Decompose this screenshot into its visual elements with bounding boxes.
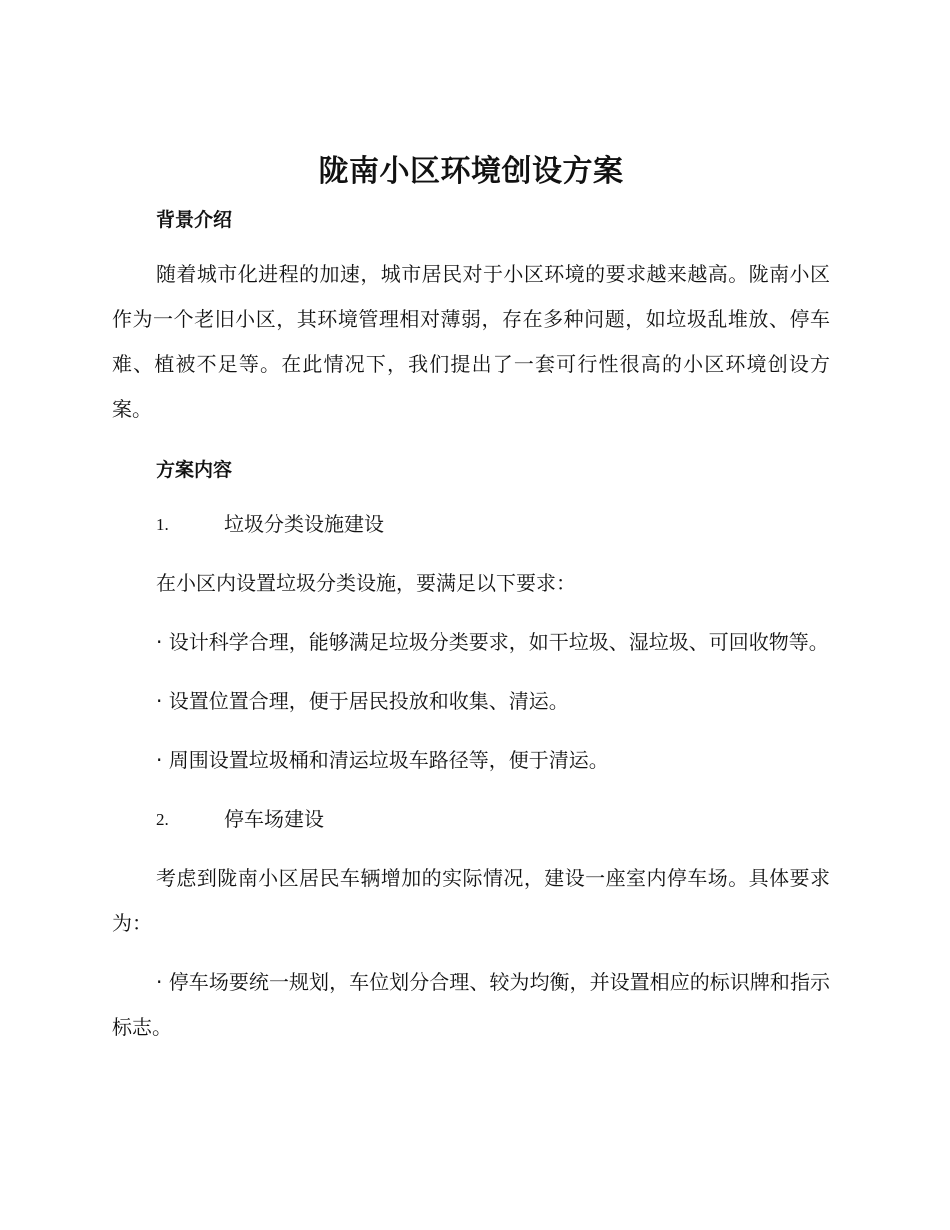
list-number: 2. <box>156 810 169 829</box>
bullet-paragraph: · 停车场要统一规划，车位划分合理、较为均衡，并设置相应的标识牌和指示标志。 <box>112 970 830 1039</box>
list-item-2 <box>112 797 830 842</box>
section-heading-plan: 方案内容 <box>156 459 233 481</box>
list-number: 1. <box>156 515 169 534</box>
list-item-1 <box>112 502 830 547</box>
section-heading-background: 背景介绍 <box>156 209 233 231</box>
item2-intro-paragraph: 考虑到陇南小区居民车辆增加的实际情况，建设一座室内停车场。具体要求为： <box>112 866 830 935</box>
list-item-title: 停车场建设 <box>224 807 324 831</box>
item1-intro-paragraph: 在小区内设置垃圾分类设施，要满足以下要求： <box>156 571 576 595</box>
list-item-title: 垃圾分类设施建设 <box>224 512 384 536</box>
bullet-paragraph: · 设置位置合理，便于居民投放和收集、清运。 <box>156 689 569 713</box>
background-paragraph: 随着城市化进程的加速，城市居民对于小区环境的要求越来越高。陇南小区作为一个老旧小区，其环境管理相对薄弱，存在多种问题，如垃圾乱堆放、停车难、植被不足等。在此情况下，我们提出了一套可行性很高的小区环境创设方案。 <box>112 262 830 421</box>
bullet-paragraph: · 设计科学合理，能够满足垃圾分类要求，如干垃圾、湿垃圾、可回收物等。 <box>156 630 829 654</box>
document-content <box>112 150 830 1050</box>
bullet-paragraph: · 周围设置垃圾桶和清运垃圾车路径等，便于清运。 <box>156 748 609 772</box>
document-title: 陇南小区环境创设方案 <box>318 154 624 189</box>
